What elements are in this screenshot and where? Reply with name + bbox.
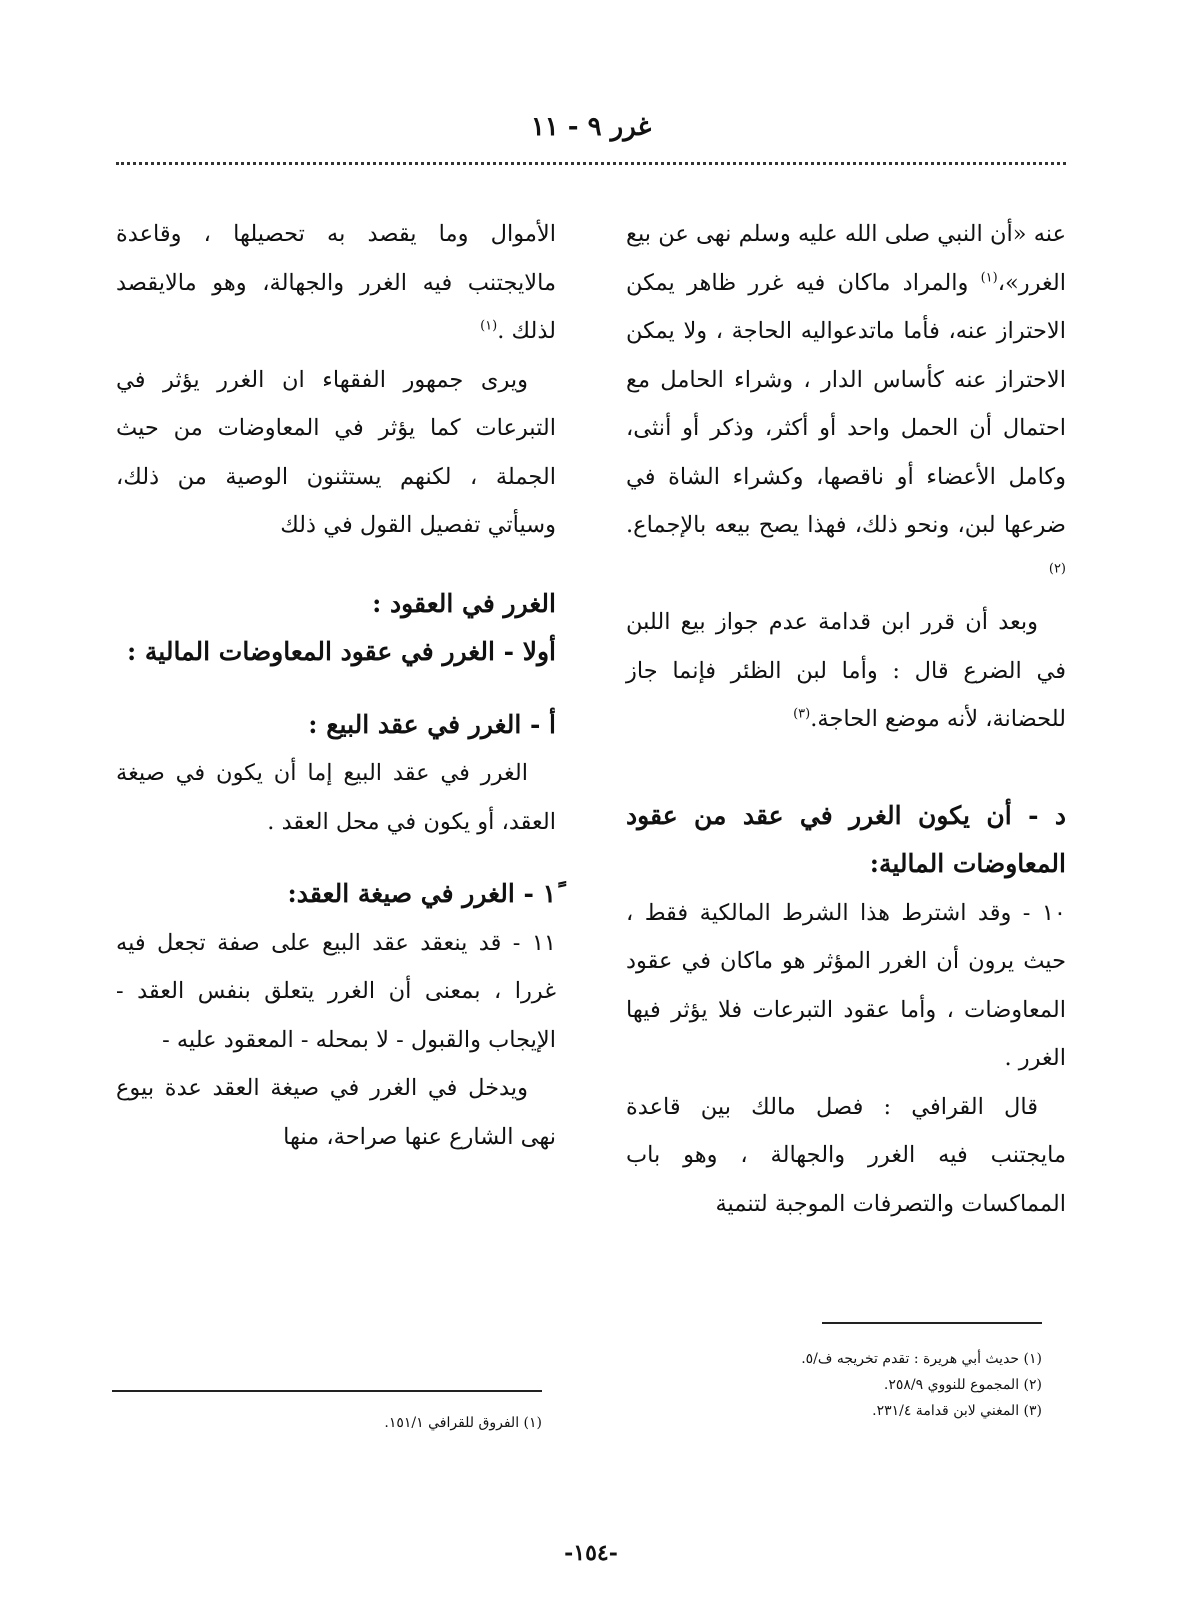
paragraph-text: والمراد ماكان فيه غرر ظاهر يمكن الاحتراز عنه، فأما ماتدعواليه الحاجة ، ولا يمكن الاحتراز عنه كأساس الدار ، وشراء الحامل مع احتمال أن الحمل واحد أو أكثر، وذكر أو أنثى، وكامل الأعضاء أو ناقصها، وكشراء الشاة في ضرعها لبن، ونحو ذلك، فهذا يصح بيعه بالإجماع. xyxy=(626,269,1066,538)
paragraph-text: وبعد أن قرر ابن قدامة عدم جواز بيع اللبن في الضرع قال : وأما لبن الظئر فإنما جاز للحضانة، لأنه موضع الحاجة. xyxy=(626,609,1066,732)
paragraph xyxy=(626,210,1066,598)
footnote-ref: (١) xyxy=(980,270,998,285)
page-number: -١٥٤- xyxy=(564,1540,618,1566)
section-heading: الغرر في العقود : xyxy=(372,588,556,618)
footnote: (١) حديث أبي هريرة : تقدم تخريجه ف/٥. xyxy=(801,1351,1042,1367)
spacer xyxy=(116,677,556,701)
paragraph: ١١ - قد ينعقد عقد البيع على صفة تجعل فيه غررا ، بمعنى أن الغرر يتعلق بنفس العقد - الإيجاب والقبول - لا بمحله - المعقود عليه - xyxy=(116,929,556,1053)
paragraph: الغرر في عقد البيع إما أن يكون في صيغة العقد، أو يكون في محل العقد . xyxy=(116,760,556,835)
footnote-ref: (١) xyxy=(480,318,498,334)
paragraph xyxy=(116,210,556,356)
paragraph: ١٠ - وقد اشترط هذا الشرط المالكية فقط ، حيث يرون أن الغرر المؤثر هو ماكان في عقود المعاوضات ، وأما عقود التبرعات فلا يؤثر فيها الغرر . xyxy=(626,899,1066,1071)
section-heading: د - أن يكون الغرر في عقد من عقود المعاوضات المالية: xyxy=(626,800,1066,878)
footnote-ref: (٣) xyxy=(793,706,811,722)
footnote: (٣) المغني لابن قدامة ٢٣١/٤. xyxy=(872,1403,1042,1419)
paragraph-text: الأموال وما يقصد به تحصيلها ، وقاعدة مالايجتنب فيه الغرر والجهالة، وهو مالايقصد لذلك . xyxy=(116,221,556,344)
footnotes-right xyxy=(602,1346,1042,1424)
footnote: (٢) المجموع للنووي ٢٥٨/٩. xyxy=(883,1377,1042,1393)
footnote: (١) الفروق للقرافي ١٥١/١. xyxy=(384,1415,542,1431)
spacer xyxy=(626,744,1066,792)
paragraph: ويرى جمهور الفقهاء ان الغرر يؤثر في التبرعات كما يؤثر في المعاوضات من حيث الجملة ، لكنهم يستثنون الوصية من ذلك، وسيأتي تفصيل القول في ذلك xyxy=(116,366,556,538)
right-column xyxy=(626,210,1066,1228)
paragraph-text: عنه «أن النبي صلى الله عليه وسلم نهى عن بيع الغرر»، xyxy=(626,221,1066,296)
spacer xyxy=(116,550,556,580)
footnotes-left xyxy=(102,1410,542,1436)
paragraph: ويدخل في الغرر في صيغة العقد عدة بيوع نهى الشارع عنها صراحة، منها xyxy=(116,1075,556,1150)
section-heading: أولا - الغرر في عقود المعاوضات المالية : xyxy=(126,637,556,666)
header-divider xyxy=(116,162,1066,165)
paragraph xyxy=(626,598,1066,744)
section-heading: ١ً - الغرر في صيغة العقد: xyxy=(287,879,556,908)
page-header: غرر ٩ - ١١ xyxy=(530,112,652,142)
paragraph: قال القرافي : فصل مالك بين قاعدة مايجتنب فيه الغرر والجهالة ، وهو باب المماكسات والتصرفات الموجبة لتنمية xyxy=(626,1093,1066,1217)
footnote-divider xyxy=(112,1390,542,1392)
footnote-divider xyxy=(822,1322,1042,1324)
left-column xyxy=(116,210,556,1161)
footnote-ref: (٢) xyxy=(1048,561,1066,576)
spacer xyxy=(116,846,556,870)
section-heading: أ - الغرر في عقد البيع : xyxy=(308,709,556,739)
